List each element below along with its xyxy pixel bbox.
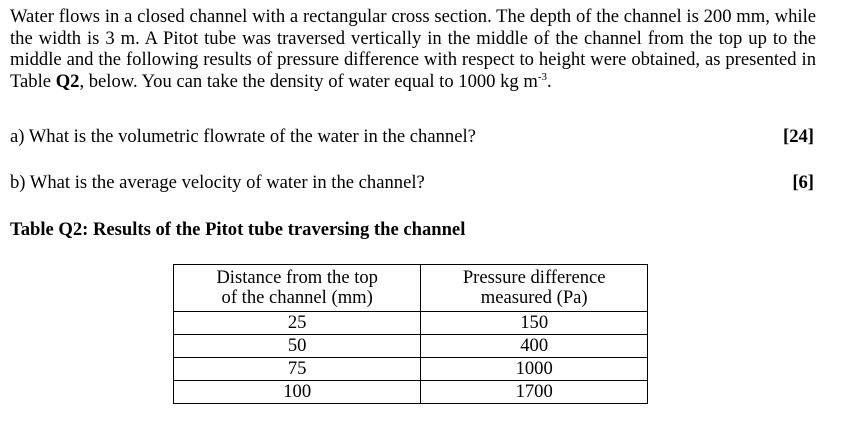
cell-distance: 100 [174, 381, 421, 404]
table-row [174, 381, 648, 404]
header-distance [174, 265, 421, 312]
cell-distance: 25 [174, 312, 421, 335]
cell-pressure: 400 [421, 335, 648, 358]
question-b-text: b) What is the average velocity of water in the channel? [10, 172, 425, 193]
question-b-marks: [6] [792, 172, 814, 193]
problem-text-start: Water flows in a closed channel with a rectangular cross section. The depth of the channel is 200 mm, while the width is 3 m. A Pitot tube was traversed vertically in the middle of the channel from the top up to the middle and the following results of pressure difference with respect to height were obtained, as presented in Table [10, 6, 816, 92]
question-a [10, 126, 816, 148]
table-title: Table Q2: Results of the Pitot tube traversing the channel [10, 219, 466, 240]
table-row [174, 358, 648, 381]
header-distance-line2: of the channel (mm) [221, 287, 373, 308]
cell-pressure: 1000 [421, 358, 648, 381]
problem-text-period: . [547, 70, 552, 92]
cell-pressure: 150 [421, 312, 648, 335]
cell-distance: 75 [174, 358, 421, 381]
cell-distance: 50 [174, 335, 421, 358]
header-pressure [421, 265, 648, 312]
question-b [10, 172, 816, 194]
problem-text-end: , below. You can take the density of water equal to 1000 kg m [79, 70, 538, 92]
question-a-text: a) What is the volumetric flowrate of the water in the channel? [10, 126, 476, 147]
table-row [174, 335, 648, 358]
results-table [173, 264, 648, 404]
table-reference: Q2 [55, 70, 80, 92]
problem-statement [10, 6, 816, 92]
header-pressure-line2: measured (Pa) [480, 287, 588, 308]
header-pressure-line1: Pressure difference [462, 267, 606, 288]
table-header-row [174, 265, 648, 312]
cell-pressure: 1700 [421, 381, 648, 404]
table-row [174, 312, 648, 335]
header-distance-line1: Distance from the top [216, 267, 378, 288]
question-a-marks: [24] [783, 126, 814, 147]
density-exponent: -3 [537, 70, 548, 83]
